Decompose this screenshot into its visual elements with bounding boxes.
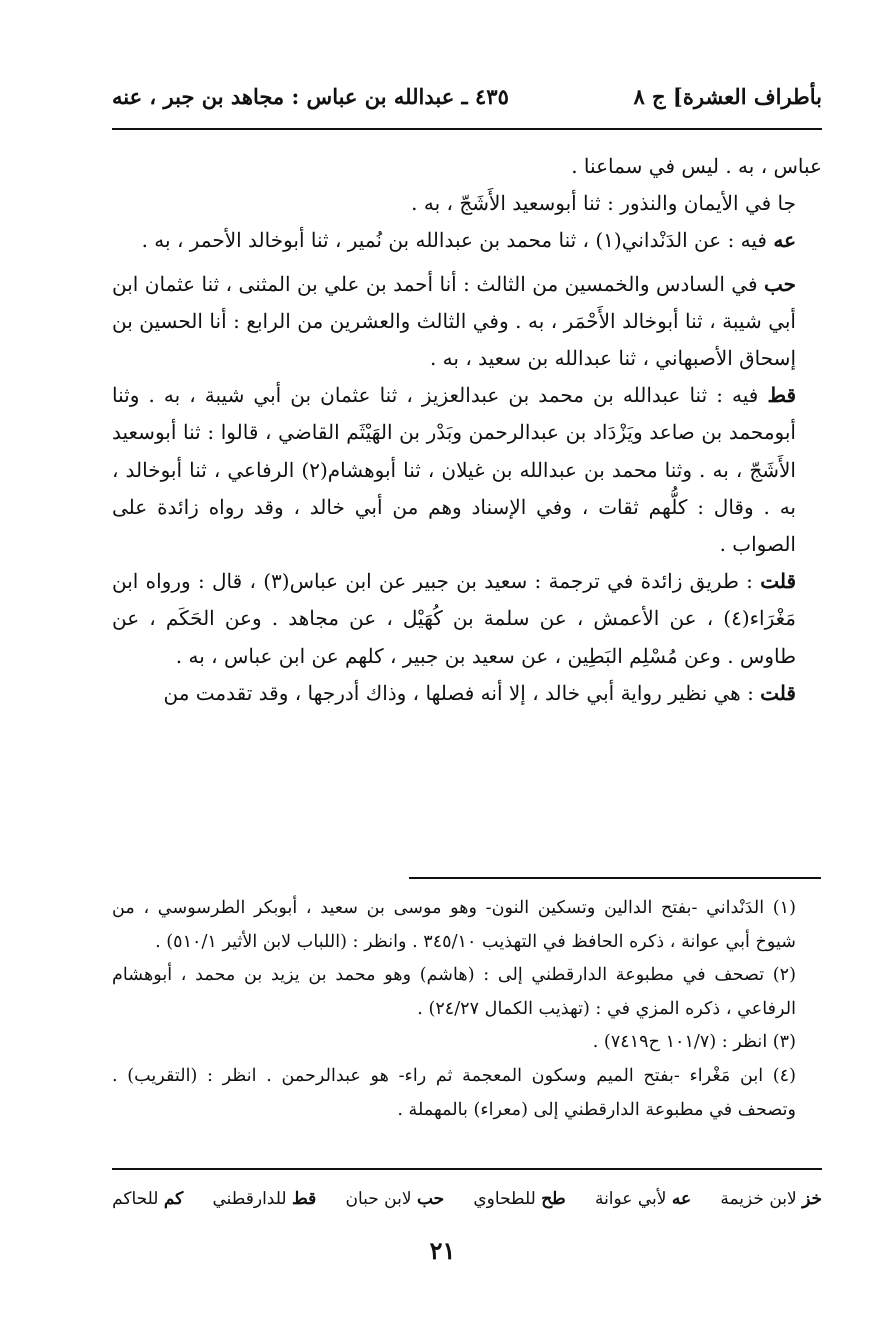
footnote: (٣) انظر : (١٠١/٧ ح٧٤١٩) . (592, 1032, 796, 1053)
legend-label: لأبي عوانة (594, 1189, 667, 1209)
paragraph (112, 148, 822, 185)
paragraph (112, 563, 822, 675)
paragraph-text: عباس ، به . ليس في سماعنا . (571, 154, 822, 178)
header-rule (112, 128, 822, 130)
running-header (112, 78, 822, 118)
legend-key: خز (802, 1189, 822, 1209)
source-abbrev: عه (773, 228, 796, 253)
paragraph (112, 185, 822, 222)
paragraph-text: جا في الأيمان والنذور : ثنا أبوسعيد الأَشَجّ ، به . (411, 191, 796, 216)
source-abbrev: قط (767, 383, 796, 408)
header-section-title: ٤٣٥ ـ عبدالله بن عباس : مجاهد بن جبر ، عنه (112, 84, 509, 109)
legend-rule (112, 1168, 822, 1170)
note-label: قلت (760, 569, 797, 594)
footnote: (٤) ابن مَغْراء -بفتح الميم وسكون المعجمة ثم راء- هو عبدالرحمن . انظر : (التقريب) . وتصحف في مطبوعة الدارقطني إلى (معراء) بالمهملة . (112, 1065, 796, 1120)
legend-label: لابن حبان (345, 1189, 412, 1209)
page-number: ٢١ (429, 1236, 456, 1265)
legend-item (345, 1189, 444, 1209)
legend-item (213, 1189, 317, 1209)
legend-item (720, 1189, 822, 1209)
legend-label: للطحاوي (473, 1189, 536, 1209)
abbreviations-legend (112, 1181, 822, 1217)
paragraph-text: فيه : عن الدَنْداني(١) ، ثنا محمد بن عبدالله بن نُمير ، ثنا أبوخالد الأحمر ، به . (141, 228, 774, 253)
main-text (112, 148, 822, 712)
paragraph-text: : هي نظير رواية أبي خالد ، إلا أنه فصلها ، وذاك أدرجها ، وقد تقدمت من (163, 680, 761, 705)
paragraph (112, 377, 822, 563)
legend-item (473, 1189, 565, 1209)
footnotes (112, 892, 822, 1127)
paragraph-text: : طريق زائدة في ترجمة : سعيد بن جبير عن ابن عباس(٣) ، قال : ورواه ابن مَغْرَاء(٤) ، عن الأعمش ، عن سلمة بن كُهَيْل ، عن مجاهد . وعن الحَكَم ، عن طاوس . وعن مُسْلِم البَطِين ، عن سعيد بن جبير ، كلهم عن ابن عباس ، به . (112, 569, 796, 668)
note-label: قلت (760, 680, 796, 705)
header-book-volume: بأطراف العشرة] ج ٨ (633, 84, 822, 109)
legend-key: عه (671, 1189, 692, 1209)
footnote-rule (409, 877, 821, 879)
legend-key: حب (416, 1189, 445, 1209)
footnote: (١) الدَنْداني -بفتح الدالين وتسكين النون- وهو موسى بن سعيد ، أبوبكر الطرسوسي ، من شيوخ أبي عوانة ، ذكره الحافظ في التهذيب ٣٤٥/١٠ . وانظر : (اللباب لابن الأثير ٥١٠/١) . (112, 898, 796, 952)
footnote: (٢) تصحف في مطبوعة الدارقطني إلى : (هاشم) وهو محمد بن يزيد بن محمد ، أبوهشام الرفاعي ، ذكره المزي في : (تهذيب الكمال ٢٤/٢٧) . (112, 965, 796, 1019)
legend-key: طح (541, 1189, 566, 1209)
source-abbrev: حب (763, 271, 796, 296)
paragraph (112, 675, 822, 712)
legend-item (595, 1189, 691, 1209)
legend-key: كم (163, 1189, 184, 1209)
paragraph-text: في السادس والخمسين من الثالث : أنا أحمد بن علي بن المثنى ، ثنا عثمان ابن أبي شيبة ، ثنا أبوخالد الأَحْمَر ، به . وفي الثالث والعشرين من الرابع : أنا الحسين بن إسحاق الأصبهاني ، ثنا عبدالله بن سعيد ، به . (112, 271, 796, 371)
paragraph (112, 266, 822, 378)
legend-label: للحاكم (112, 1189, 159, 1209)
legend-item (112, 1189, 183, 1209)
legend-label: لابن خزيمة (720, 1189, 797, 1209)
legend-key: قط (291, 1189, 317, 1209)
paragraph (112, 222, 822, 259)
legend-label: للدارقطني (212, 1189, 287, 1209)
paragraph-text: فيه : ثنا عبدالله بن محمد بن عبدالعزيز ، ثنا عثمان بن أبي شيبة ، به . وثنا أبومحمد بن صاعد ويَزْدَاد بن عبدالرحمن وبَدْر بن الهَيْثَم القاضي ، قالوا : ثنا أبوسعيد الأَشَجّ ، به . وثنا محمد بن عبدالله بن غيلان ، ثنا أبوهشام(٢) الرفاعي ، ثنا أبوخالد ، به . وقال : كلُّهم ثقات ، وفي الإسناد وهم من أبي خالد ، وقد رواه زائدة على الصواب . (112, 383, 796, 557)
